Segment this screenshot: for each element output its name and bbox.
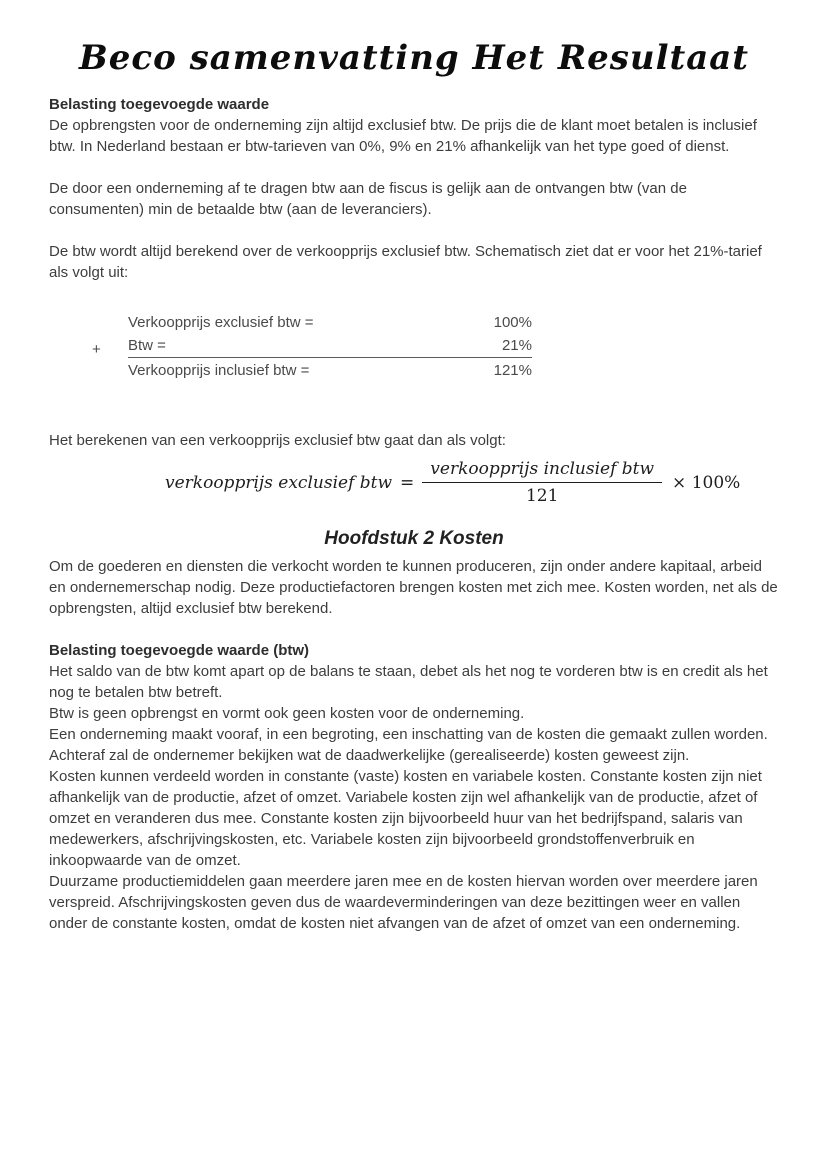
paragraph-btw2-2: Btw is geen opbrengst en vormt ook geen kosten voor de onderneming.: [49, 705, 525, 722]
formula-intro: Het berekenen van een verkoopprijs exclusief btw gaat dan als volgt:: [49, 432, 506, 449]
btw-schema-table: [92, 310, 532, 382]
formula-equals: =: [400, 472, 415, 493]
btw-formula: [165, 459, 779, 506]
chapter2-heading: Hoofdstuk 2 Kosten: [324, 528, 504, 549]
schema-label: Btw =: [128, 337, 166, 354]
schema-row: [92, 334, 532, 358]
formula-multiplier: × 100%: [672, 472, 741, 493]
schema-row: [92, 310, 532, 334]
formula-numerator: verkoopprijs inclusief btw: [422, 459, 662, 483]
formula-lhs: verkoopprijs exclusief btw: [165, 472, 393, 493]
paragraph-btw2-3: Een onderneming maakt vooraf, in een begroting, een inschatting van de kosten die gemaakt zullen worden. Achteraf zal de ondernemer bekijken wat de daadwerkelijke (gerealiseerde) kosten geweest zijn.: [49, 726, 768, 764]
formula-denominator: 121: [525, 486, 559, 506]
schema-label: Verkoopprijs inclusief btw =: [128, 362, 310, 379]
document-title: Beco samenvatting Het Resultaat: [79, 38, 749, 78]
paragraph-btw2-5: Duurzame productiemiddelen gaan meerdere jaren mee en de kosten hiervan worden over meerdere jaren verspreid. Afschrijvingskosten geven dus de waardeverminderingen van deze bezittingen weer en vallen onder de constante kosten, omdat de kosten niet afvangen van de afzet of omzet van een onderneming.: [49, 873, 758, 932]
paragraph-btw2-4: Kosten kunnen verdeeld worden in constante (vaste) kosten en variabele kosten. Constante kosten zijn niet afhankelijk van de productie, afzet of omzet. Variabele kosten zijn wel afhankelijk van de productie, afzet of omzet en veranderen dus mee. Constante kosten zijn bijvoorbeeld huur van het bedrijfspand, salaris van medewerkers, afschrijvingskosten, etc. Variabele kosten zijn bijvoorbeeld grondstoffenverbruik en inkoopwaarde van de omzet.: [49, 768, 762, 869]
schema-label: Verkoopprijs exclusief btw =: [128, 314, 314, 331]
paragraph-btw-1: De opbrengsten voor de onderneming zijn altijd exclusief btw. De prijs die de klant moet betalen is inclusief btw. In Nederland bestaan er btw-tarieven van 0%, 9% en 21% afhankelijk van het type goed of dienst.: [49, 117, 757, 155]
paragraph-btw-2: De door een onderneming af te dragen btw aan de fiscus is gelijk aan de ontvangen btw (van de consumenten) min de betaalde btw (aan de leveranciers).: [49, 180, 687, 218]
section-heading-btw: Belasting toegevoegde waarde: [49, 96, 270, 113]
schema-sign: +: [92, 341, 101, 358]
schema-row: [92, 358, 532, 382]
schema-value: 100%: [493, 314, 532, 331]
chapter2-intro: Om de goederen en diensten die verkocht worden te kunnen produceren, zijn onder andere kapitaal, arbeid en ondernemerschap nodig. Deze productiefactoren brengen kosten met zich mee. Kosten worden, net als de opbrengsten, altijd exclusief btw berekend.: [49, 558, 778, 617]
paragraph-btw-3: De btw wordt altijd berekend over de verkoopprijs exclusief btw. Schematisch ziet dat er voor het 21%-tarief als volgt uit:: [49, 243, 762, 281]
formula-fraction: [422, 459, 662, 506]
section-heading-btw2: Belasting toegevoegde waarde (btw): [49, 642, 310, 659]
schema-value: 21%: [501, 337, 532, 354]
schema-value: 121%: [493, 362, 532, 379]
paragraph-btw2-1: Het saldo van de btw komt apart op de balans te staan, debet als het nog te vorderen btw is en credit als het nog te betalen btw betreft.: [49, 663, 768, 701]
